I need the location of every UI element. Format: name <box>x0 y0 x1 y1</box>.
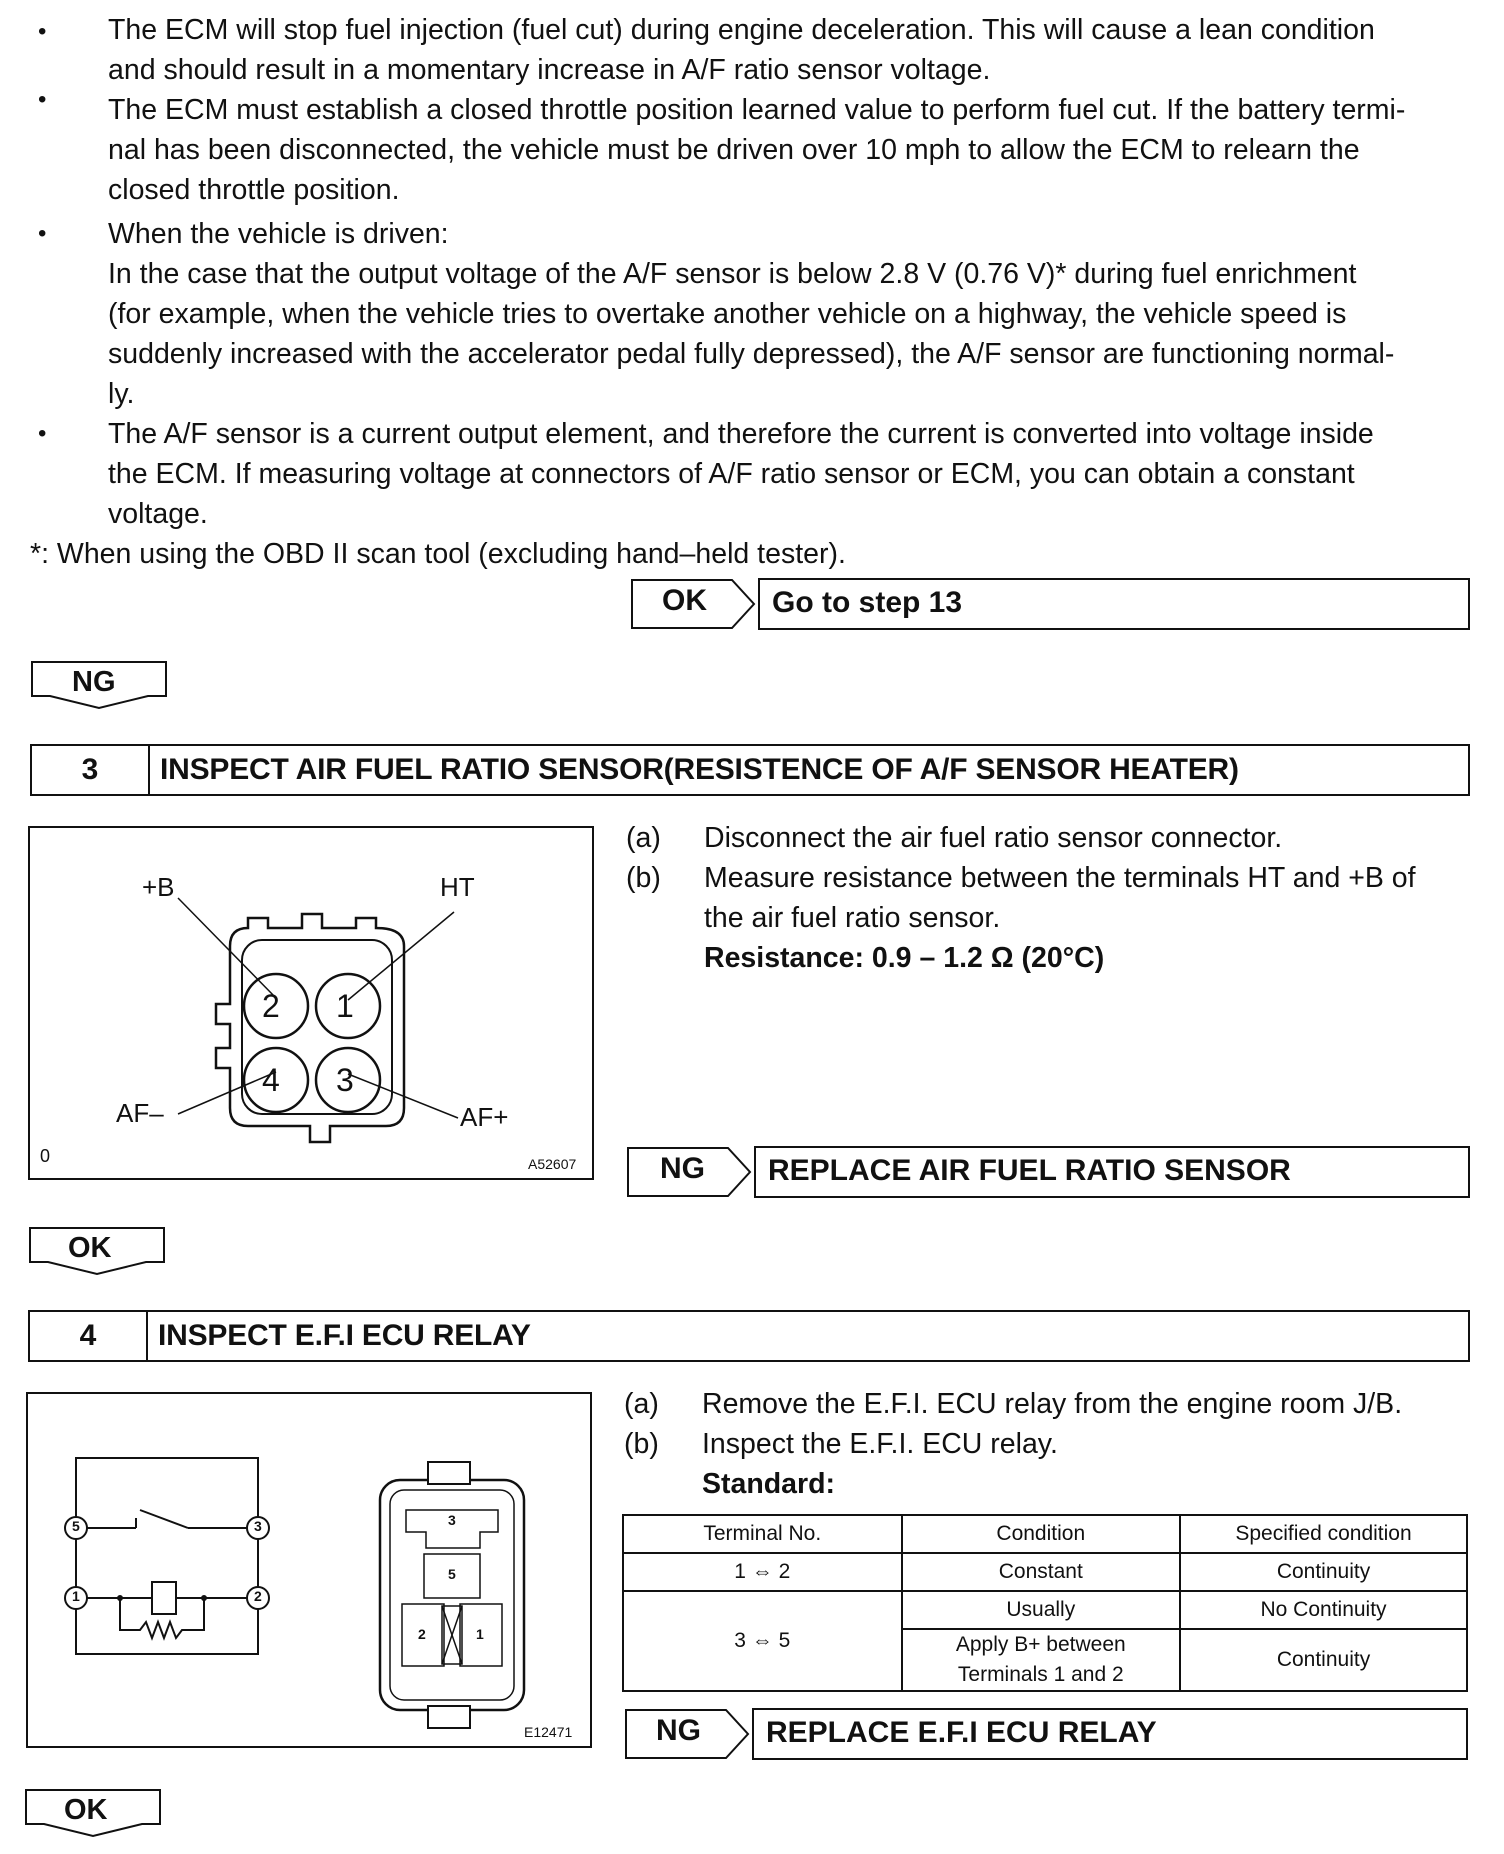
cell-spec-continuity-2: Continuity <box>1180 1629 1467 1691</box>
ng-result-3: REPLACE AIR FUEL RATIO SENSOR <box>768 1154 1291 1187</box>
bullet-3 <box>108 214 1468 414</box>
label-plus-b: +B <box>142 872 175 902</box>
bullet-3-line-2: In the case that the output voltage of the A/F sensor is below 2.8 V (0.76 V)* during fuel enrichment <box>108 258 1357 290</box>
bullet-4-line-2: the ECM. If measuring voltage at connectors of A/F ratio sensor or ECM, you can obtain a constant <box>108 458 1355 490</box>
step4-a-text: Remove the E.F.I. ECU relay from the engine room J/B. <box>702 1388 1403 1420</box>
step3-a-letter: (a) <box>626 822 661 854</box>
step3-b-text <box>704 858 1474 938</box>
cell-terminal-3-5: 3 ⇔ 5 <box>623 1591 902 1691</box>
bullet-4-line-1: The A/F sensor is a current output element, and therefore the current is converted into voltage inside <box>108 418 1374 450</box>
bullet-4 <box>108 414 1468 534</box>
circuit-pin-2: 2 <box>254 1588 262 1604</box>
table-row <box>623 1553 1467 1591</box>
ng-label-3: NG <box>660 1152 705 1185</box>
th-condition: Condition <box>902 1515 1181 1553</box>
bullet-2 <box>108 90 1468 210</box>
step3-b-line-1: Measure resistance between the terminals HT and +B of <box>704 862 1416 894</box>
cell-condition-apply-b-l2: Terminals 1 and 2 <box>957 1663 1124 1686</box>
circuit-pin-1: 1 <box>72 1588 80 1604</box>
ok-result-box-1 <box>758 578 1470 630</box>
cell-condition-apply-b-l1: Apply B+ between <box>955 1633 1126 1656</box>
efi-relay-figure <box>26 1392 592 1748</box>
footnote: *: When using the OBD II scan tool (excluding hand–held tester). <box>30 538 846 570</box>
step4-header <box>28 1310 1470 1362</box>
af-pin-2: 2 <box>262 988 280 1024</box>
step3-number: 3 <box>32 746 150 794</box>
th-terminal: Terminal No. <box>623 1515 902 1553</box>
table-header-row <box>623 1515 1467 1553</box>
step3-a-text: Disconnect the air fuel ratio sensor connector. <box>704 822 1283 854</box>
label-af-minus: AF– <box>116 1098 164 1128</box>
figure-corner-mark: 0 <box>40 1146 51 1166</box>
af-pin-3: 3 <box>336 1062 354 1098</box>
bullet-1-mark: • <box>38 18 47 45</box>
ok-result-1: Go to step 13 <box>772 586 963 619</box>
step4-number: 4 <box>30 1312 148 1360</box>
label-af-plus: AF+ <box>460 1102 509 1132</box>
circuit-pin-5: 5 <box>72 1518 80 1534</box>
step3-title: INSPECT AIR FUEL RATIO SENSOR(RESISTENCE OF A/F SENSOR HEATER) <box>160 753 1239 786</box>
bullet-2-line-3: closed throttle position. <box>108 174 400 206</box>
bullet-4-mark: • <box>38 420 47 447</box>
ng-tab-1: NG <box>72 666 116 698</box>
bullet-3-line-4: suddenly increased with the accelerator pedal fully depressed), the A/F sensor are functioning normal- <box>108 338 1395 370</box>
step3-b-line-2: the air fuel ratio sensor. <box>704 902 1001 934</box>
ok-label-1: OK <box>662 584 707 617</box>
bullet-1-line-2: and should result in a momentary increase in A/F ratio sensor voltage. <box>108 54 991 86</box>
relay-pin-5: 5 <box>448 1566 456 1582</box>
af-pin-1: 1 <box>336 988 354 1024</box>
relay-pin-2: 2 <box>418 1626 426 1642</box>
figure-code-e12471: E12471 <box>524 1724 573 1740</box>
af-sensor-connector-figure <box>28 826 594 1180</box>
step3-header <box>30 744 1470 796</box>
step4-title: INSPECT E.F.I ECU RELAY <box>158 1319 531 1352</box>
figure-code-a52607: A52607 <box>528 1156 577 1172</box>
cell-terminal-1-2: 1 ⇔ 2 <box>623 1553 902 1591</box>
bullet-3-line-3: (for example, when the vehicle tries to overtake another vehicle on a highway, the vehicle speed is <box>108 298 1347 330</box>
ng-result-4: REPLACE E.F.I ECU RELAY <box>766 1716 1157 1749</box>
step4-b-letter: (b) <box>624 1428 659 1460</box>
bullet-3-mark: • <box>38 220 47 247</box>
bullet-4-line-3: voltage. <box>108 498 208 530</box>
bullet-3-line-1: When the vehicle is driven: <box>108 218 449 250</box>
cell-spec-no-continuity: No Continuity <box>1180 1591 1467 1629</box>
ng-result-box-4 <box>752 1708 1468 1760</box>
standard-label: Standard: <box>702 1468 836 1500</box>
step3-resistance-spec: Resistance: 0.9 – 1.2 Ω (20°C) <box>704 942 1105 974</box>
cell-condition-usually: Usually <box>902 1591 1181 1629</box>
ng-result-box-3 <box>754 1146 1470 1198</box>
circuit-pin-3: 3 <box>254 1518 262 1534</box>
bullet-3-line-5: ly. <box>108 378 135 410</box>
th-spec: Specified condition <box>1180 1515 1467 1553</box>
af-pin-4: 4 <box>262 1062 280 1098</box>
relay-pin-3: 3 <box>448 1512 456 1528</box>
efi-relay-diagram <box>28 1394 590 1746</box>
cell-condition-constant: Constant <box>902 1553 1181 1591</box>
step3-b-letter: (b) <box>626 862 661 894</box>
step4-a-letter: (a) <box>624 1388 659 1420</box>
table-row <box>623 1591 1467 1629</box>
bullet-2-line-1: The ECM must establish a closed throttle position learned value to perform fuel cut. If the battery termi- <box>108 94 1406 126</box>
step4-b-text: Inspect the E.F.I. ECU relay. <box>702 1428 1058 1460</box>
ng-label-4: NG <box>656 1714 701 1747</box>
bullet-2-mark: • <box>38 86 47 113</box>
ok-tab-4: OK <box>64 1794 108 1826</box>
label-ht: HT <box>440 872 475 902</box>
bullet-1-line-1: The ECM will stop fuel injection (fuel cut) during engine deceleration. This will cause a lean condition <box>108 14 1375 46</box>
ok-tab-3: OK <box>68 1232 112 1264</box>
relay-standard-table <box>622 1514 1468 1692</box>
bullet-1 <box>108 10 1468 90</box>
cell-spec-continuity-1: Continuity <box>1180 1553 1467 1591</box>
cell-condition-apply-b <box>902 1629 1181 1691</box>
bullet-2-line-2: nal has been disconnected, the vehicle must be driven over 10 mph to allow the ECM to relearn the <box>108 134 1360 166</box>
relay-pin-1: 1 <box>476 1626 484 1642</box>
